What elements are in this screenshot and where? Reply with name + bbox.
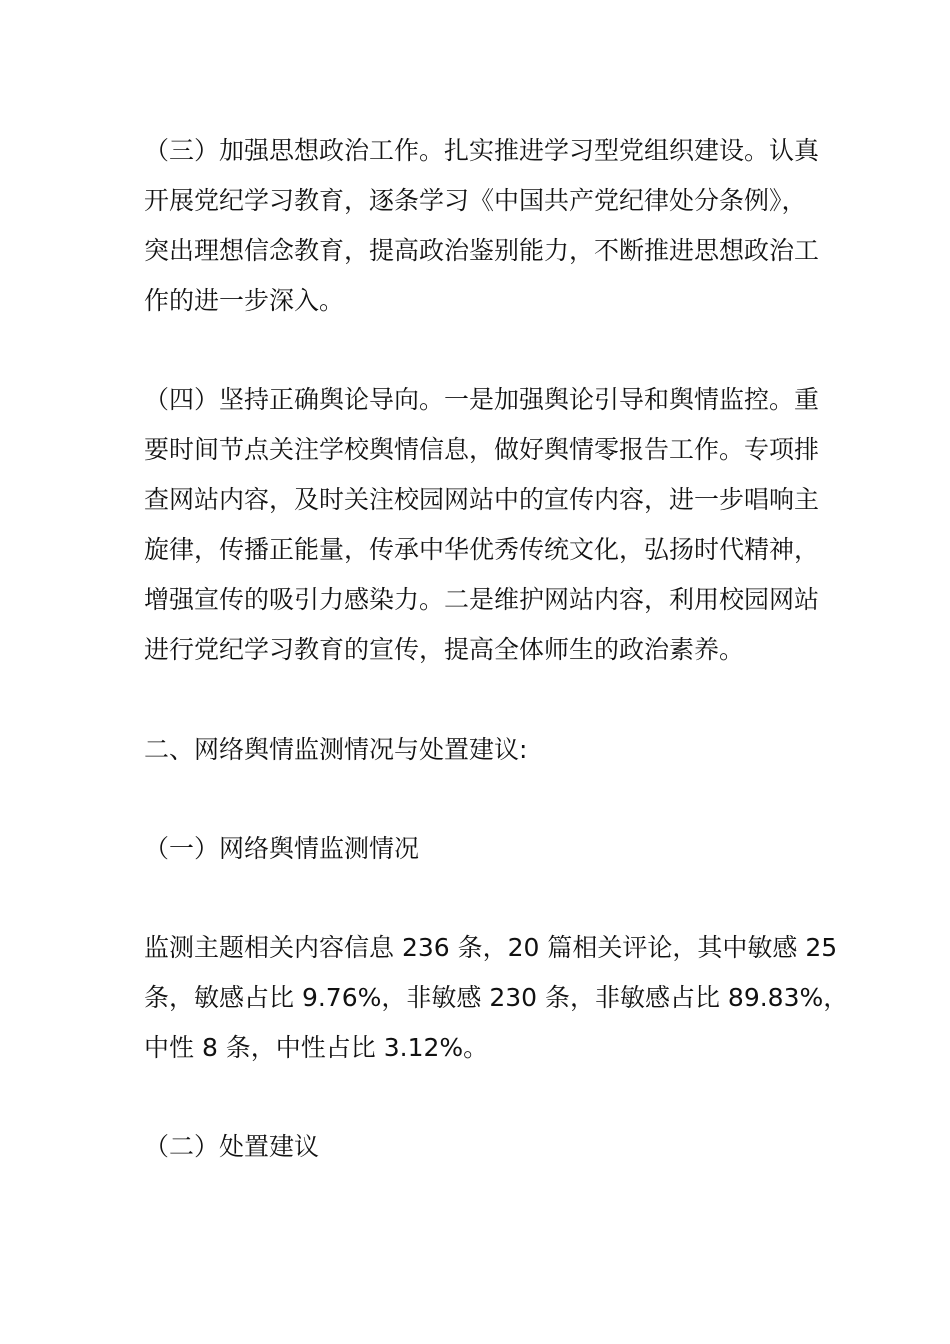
paragraph-line: （三）加强思想政治工作。扎实推进学习型党组织建设。认真 xyxy=(144,136,820,165)
paragraph-line: 旋律，传播正能量，传承中华优秀传统文化，弘扬时代精神， xyxy=(144,535,820,564)
paragraph-line: 条，敏感占比 9.76%，非敏感 230 条，非敏感占比 89.83%， xyxy=(144,983,849,1012)
paragraph-line: 作的进一步深入。 xyxy=(144,286,345,315)
part-2-heading: 二、网络舆情监测情况与处置建议: xyxy=(144,735,528,764)
subsection-2-heading: （二）处置建议 xyxy=(144,1132,320,1161)
paragraph-line: 进行党纪学习教育的宣传，提高全体师生的政治素养。 xyxy=(144,635,745,664)
subsection-1-heading: （一）网络舆情监测情况 xyxy=(144,834,420,863)
paragraph-line: 监测主题相关内容信息 236 条，20 篇相关评论，其中敏感 25 xyxy=(144,933,838,962)
paragraph-line: 开展党纪学习教育，逐条学习《中国共产党纪律处分条例》， xyxy=(144,186,807,215)
paragraph-line: 中性 8 条，中性占比 3.12%。 xyxy=(144,1033,489,1062)
paragraph-line: 查网站内容，及时关注校园网站中的宣传内容，进一步唱响主 xyxy=(144,485,820,514)
paragraph-line: 突出理想信念教育，提高政治鉴别能力，不断推进思想政治工 xyxy=(144,236,820,265)
paragraph-line: 增强宣传的吸引力感染力。二是维护网站内容，利用校园网站 xyxy=(144,585,820,614)
paragraph-line: 要时间节点关注学校舆情信息，做好舆情零报告工作。专项排 xyxy=(144,435,820,464)
paragraph-line: （四）坚持正确舆论导向。一是加强舆论引导和舆情监控。重 xyxy=(144,385,820,414)
